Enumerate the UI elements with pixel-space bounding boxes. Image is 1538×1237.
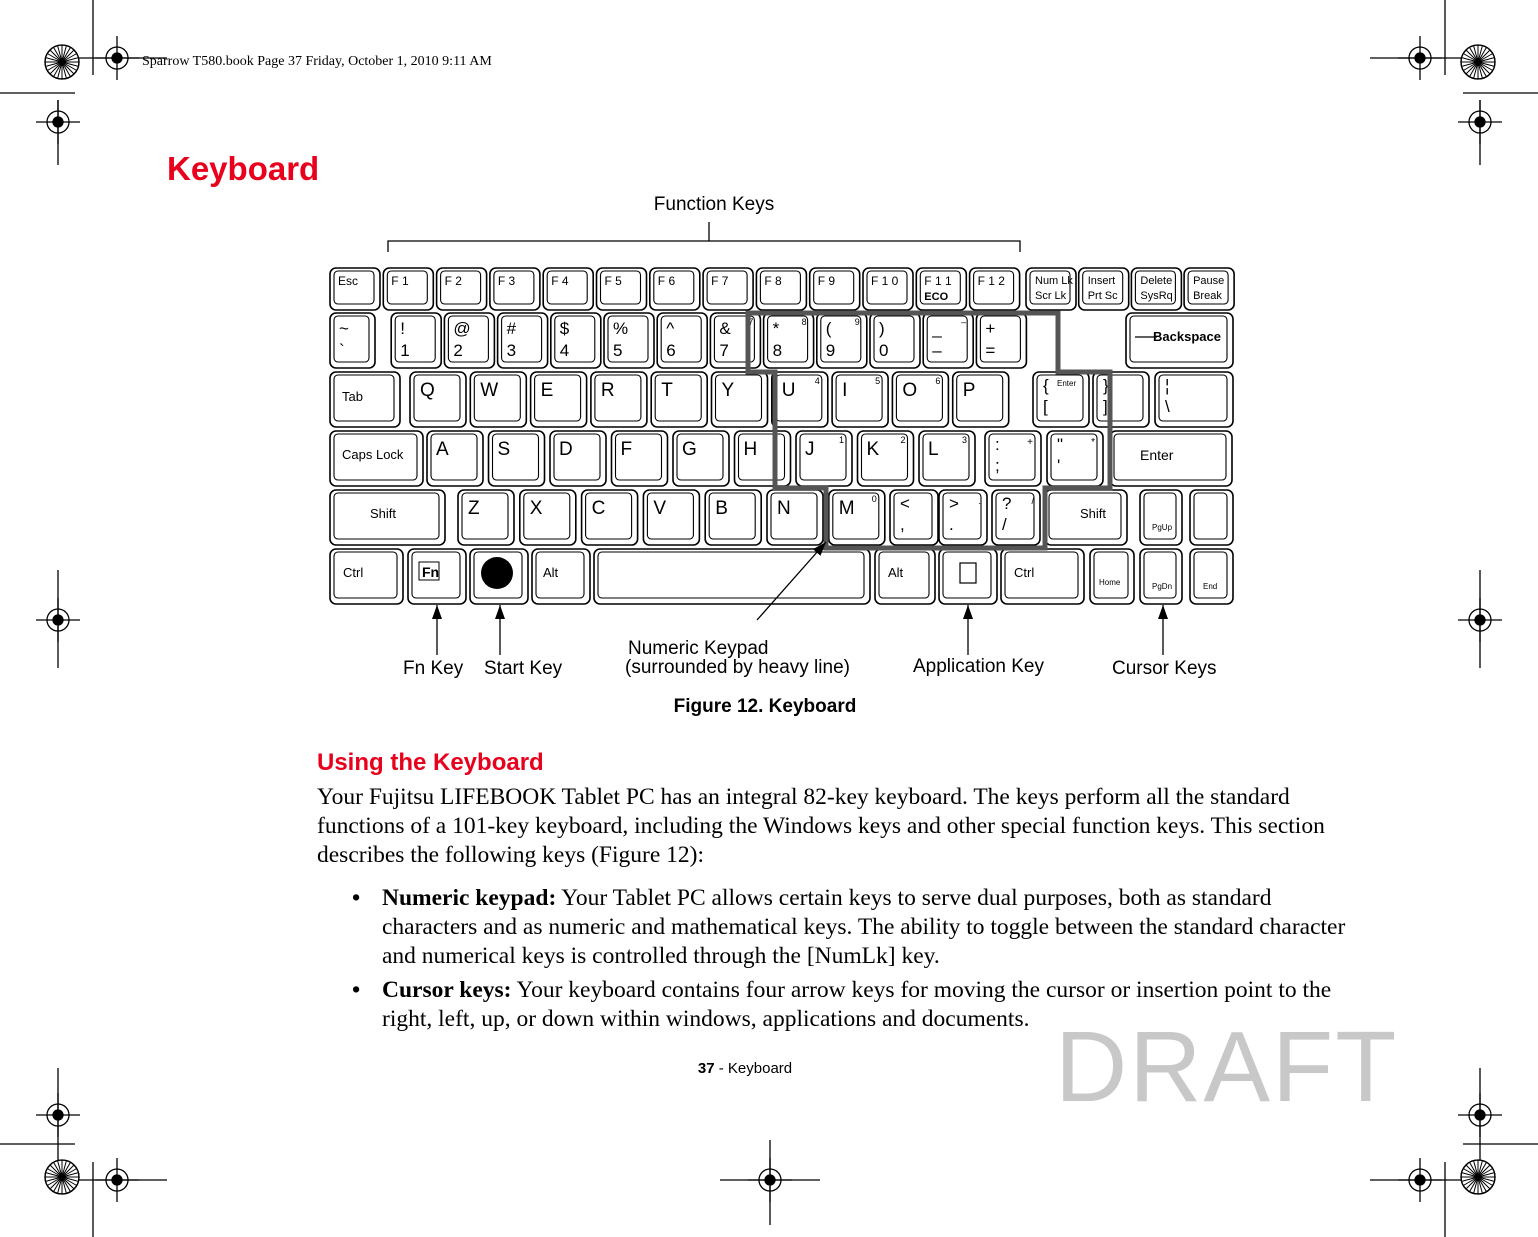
fn-key-arrow-head bbox=[432, 605, 442, 619]
key-label: Y bbox=[721, 380, 735, 401]
windows-logo-icon bbox=[481, 557, 513, 589]
key-label: F 7 bbox=[711, 274, 729, 288]
print-header: Sparrow T580.book Page 37 Friday, October 1, 2010 9:11 AM bbox=[142, 54, 492, 69]
key-label: ? bbox=[1002, 494, 1012, 513]
key-label: Esc bbox=[338, 274, 359, 288]
key-numpad-label: – bbox=[961, 317, 967, 327]
bullet-text: Your keyboard contains four arrow keys for moving the cursor or insertion point to the right, left, up, or down within windows, applications and documents. bbox=[382, 977, 1332, 1032]
key-label: V bbox=[653, 498, 667, 519]
key-label: F 1 bbox=[391, 274, 409, 288]
key-letter bbox=[458, 490, 514, 545]
key-label: % bbox=[613, 319, 629, 338]
key-label: – bbox=[932, 341, 942, 360]
key-label: Tab bbox=[342, 389, 363, 404]
bullet-numeric-keypad bbox=[352, 884, 1372, 971]
key-letter bbox=[470, 372, 526, 427]
section-heading: Using the Keyboard bbox=[317, 749, 544, 776]
key-label: T bbox=[661, 380, 673, 401]
key-label: Ctrl bbox=[1014, 565, 1035, 580]
key-number bbox=[551, 313, 601, 368]
key-label: ) bbox=[879, 319, 885, 338]
key-label: F 1 0 bbox=[871, 274, 899, 288]
key-label: F 5 bbox=[604, 274, 622, 288]
key-label: P bbox=[962, 380, 976, 401]
key-label: J bbox=[805, 439, 815, 460]
key-numpad-label: 6 bbox=[935, 376, 941, 386]
key-label: Insert bbox=[1087, 275, 1116, 287]
key-ctrl-left bbox=[330, 549, 403, 604]
key-label: . bbox=[949, 515, 954, 534]
key-home bbox=[1090, 549, 1134, 604]
key-label: X bbox=[529, 498, 543, 519]
key-label: Pause bbox=[1193, 275, 1225, 287]
key-label: W bbox=[480, 380, 499, 401]
function-keys-bracket bbox=[388, 222, 1020, 252]
page-title: Keyboard bbox=[167, 150, 320, 187]
key-label: } bbox=[1103, 376, 1109, 395]
key-label: 4 bbox=[559, 341, 570, 360]
key-letter bbox=[582, 490, 638, 545]
key-label: = bbox=[985, 341, 996, 360]
key-letter bbox=[712, 372, 768, 427]
key-numpad-label: 1 bbox=[838, 435, 844, 445]
key-label: Z bbox=[468, 498, 480, 519]
key-letter bbox=[591, 372, 647, 427]
key-label: _ bbox=[932, 319, 942, 338]
key-label: Num Lk bbox=[1035, 275, 1073, 287]
key-letter bbox=[705, 490, 761, 545]
key-number bbox=[391, 313, 441, 368]
bullet-marker: • bbox=[352, 885, 361, 911]
key-number bbox=[498, 313, 548, 368]
key-symbol bbox=[1093, 372, 1149, 427]
key-label: 9 bbox=[825, 341, 836, 360]
key-label: 8 bbox=[772, 341, 783, 360]
cursor-keys-arrow-head bbox=[1158, 605, 1168, 619]
key-label: R bbox=[600, 380, 615, 401]
key-label: ¦ bbox=[1165, 376, 1170, 395]
key-alt-left bbox=[532, 549, 590, 604]
bullet-term: Numeric keypad: bbox=[382, 885, 557, 911]
key-label: B bbox=[715, 498, 728, 519]
key-label: N bbox=[777, 498, 791, 519]
key-label: , bbox=[900, 515, 905, 534]
key-label: ` bbox=[339, 341, 345, 360]
key-label: 5 bbox=[613, 341, 623, 360]
key-number bbox=[976, 313, 1026, 368]
key-label: S bbox=[497, 439, 511, 460]
key-letter bbox=[953, 372, 1009, 427]
key-end bbox=[1190, 549, 1233, 604]
fn-key-label: Fn Key bbox=[403, 658, 464, 679]
key-pgdn bbox=[1140, 549, 1182, 604]
key-numpad-label: 3 bbox=[961, 435, 967, 445]
key-label: 2 bbox=[453, 341, 463, 360]
key-label: + bbox=[985, 319, 996, 338]
key-label: SysRq bbox=[1140, 290, 1173, 302]
key-label: C bbox=[591, 498, 606, 519]
bullet-text: Your Tablet PC allows certain keys to serve dual purposes, both as standard characters and as numeric and mathematical keys. The ability to toggle between the standard character and numerical keys is controlled through the [NumLk] key. bbox=[382, 885, 1346, 969]
key-label: \ bbox=[1165, 397, 1170, 416]
key-label: " bbox=[1057, 435, 1064, 454]
key-label: Q bbox=[420, 380, 435, 401]
key-label: Enter bbox=[1140, 447, 1174, 463]
key-label: / bbox=[1002, 515, 1007, 534]
key-label: K bbox=[866, 439, 880, 460]
key-label: U bbox=[781, 380, 796, 401]
key-label: F 1 2 bbox=[977, 274, 1005, 288]
application-key-label: Application Key bbox=[913, 656, 1044, 677]
key-label: D bbox=[559, 439, 573, 460]
key-label: H bbox=[743, 439, 758, 460]
key-label: Backspace bbox=[1153, 329, 1221, 344]
key-label: End bbox=[1203, 582, 1218, 591]
key-numpad-label: 5 bbox=[875, 376, 881, 386]
key-letter bbox=[520, 490, 576, 545]
bullet-term: Cursor keys: bbox=[382, 977, 512, 1003]
key-label: Fn bbox=[422, 564, 440, 580]
key-symbol bbox=[890, 490, 938, 545]
key-sublabel: ECO bbox=[924, 291, 949, 303]
key-numpad-label: 9 bbox=[854, 317, 860, 327]
key-application bbox=[939, 549, 997, 604]
key-label: Scr Lk bbox=[1035, 290, 1067, 302]
key-label: L bbox=[928, 439, 939, 460]
key-numpad-label: 4 bbox=[814, 376, 820, 386]
key-label: > bbox=[949, 494, 959, 513]
key-label: [ bbox=[1043, 397, 1048, 416]
key-letter bbox=[651, 372, 707, 427]
key-label: @ bbox=[453, 319, 471, 338]
key-label: Break bbox=[1193, 290, 1222, 302]
key-label: : bbox=[995, 435, 1000, 454]
key-numpad-label: 0 bbox=[871, 494, 877, 504]
key-pgup bbox=[1140, 490, 1182, 545]
key-label: PgDn bbox=[1152, 582, 1173, 591]
key-label: ] bbox=[1103, 397, 1108, 416]
key-tab bbox=[330, 372, 400, 427]
key-label: O bbox=[902, 380, 918, 401]
key-numpad-label: * bbox=[1091, 437, 1095, 448]
key-numpad-label: + bbox=[1027, 437, 1033, 448]
key-numpad-label: / bbox=[1031, 496, 1034, 506]
key-number bbox=[604, 313, 654, 368]
key-label: < bbox=[900, 494, 910, 513]
key-label: Alt bbox=[543, 565, 559, 580]
key-label: F 2 bbox=[444, 274, 462, 288]
bullet-marker: • bbox=[352, 977, 361, 1003]
key-label: 6 bbox=[666, 341, 676, 360]
key-label: F 3 bbox=[497, 274, 516, 288]
key-label: Shift bbox=[1080, 506, 1107, 521]
key-numpad-label: 8 bbox=[801, 317, 807, 327]
key-numpad-label: 2 bbox=[900, 435, 906, 445]
key-label: Ctrl bbox=[343, 565, 364, 580]
start-key-label: Start Key bbox=[484, 658, 563, 679]
key-label: I bbox=[842, 380, 848, 401]
key-label: { bbox=[1043, 376, 1049, 395]
key-label: ~ bbox=[339, 319, 349, 338]
numeric-keypad-note: (surrounded by heavy line) bbox=[625, 657, 850, 678]
key-label: Home bbox=[1099, 578, 1121, 587]
start-key-arrow-head bbox=[495, 605, 505, 619]
key-label: ' bbox=[1057, 456, 1061, 475]
key-label: Caps Lock bbox=[342, 447, 404, 462]
key-number bbox=[870, 313, 920, 368]
key-label: F 4 bbox=[551, 274, 569, 288]
key-label: Shift bbox=[370, 506, 397, 521]
cursor-keys-label: Cursor Keys bbox=[1112, 658, 1217, 679]
key-label: A bbox=[436, 439, 449, 460]
key-letter bbox=[410, 372, 466, 427]
key-letter bbox=[643, 490, 699, 545]
key-label: Prt Sc bbox=[1087, 290, 1118, 302]
key-label: PgUp bbox=[1152, 523, 1173, 532]
page-number: 37 bbox=[697, 1060, 715, 1077]
key-number bbox=[330, 313, 375, 368]
key-label: F 8 bbox=[764, 274, 782, 288]
key-label: 0 bbox=[879, 341, 889, 360]
key-number bbox=[657, 313, 707, 368]
key-label: $ bbox=[559, 319, 570, 338]
numeric-keypad-label: Numeric Keypad bbox=[628, 638, 769, 659]
key-label: & bbox=[719, 319, 731, 338]
key-label: 1 bbox=[400, 341, 410, 360]
key-letter bbox=[531, 372, 587, 427]
key-label: 3 bbox=[506, 341, 517, 360]
footer-section: Keyboard bbox=[727, 1060, 793, 1077]
key-label: Delete bbox=[1140, 275, 1173, 287]
application-key-arrow-head bbox=[963, 605, 973, 619]
draft-watermark: DRAFT bbox=[1055, 1011, 1399, 1123]
key-label: ^ bbox=[666, 319, 675, 338]
key-space bbox=[594, 549, 870, 604]
key-label: ( bbox=[825, 319, 832, 338]
key-label: # bbox=[506, 319, 517, 338]
key-numpad-label: . bbox=[978, 496, 981, 506]
key-blank bbox=[1190, 490, 1233, 545]
key-label: M bbox=[838, 498, 855, 519]
figure-caption: Figure 12. Keyboard bbox=[673, 696, 857, 717]
key-label: ! bbox=[400, 319, 405, 338]
footer-separator: - bbox=[714, 1060, 728, 1077]
key-letter bbox=[767, 490, 823, 545]
key-label: 7 bbox=[719, 341, 729, 360]
body-paragraph: Your Fujitsu LIFEBOOK Tablet PC has an integral 82-key keyboard. The keys perform all the standard functions of a 101-key keyboard, including the Windows keys and other special function keys. This section describes the following keys (Figure 12): bbox=[317, 784, 1325, 868]
key-label: E bbox=[540, 380, 554, 401]
key-label: ; bbox=[995, 456, 1000, 475]
key-label: F 9 bbox=[817, 274, 836, 288]
key-numpad-label: Enter bbox=[1057, 379, 1077, 388]
key-label: F 1 1 bbox=[924, 274, 952, 288]
key-label: * bbox=[772, 319, 780, 338]
key-label: G bbox=[682, 439, 697, 460]
key-alt-right bbox=[875, 549, 935, 604]
key-numpad-label: 7 bbox=[748, 317, 754, 327]
key-label: Alt bbox=[888, 565, 904, 580]
function-keys-label: Function Keys bbox=[653, 194, 775, 215]
key-label: F 6 bbox=[657, 274, 676, 288]
key-label: F bbox=[620, 439, 633, 460]
